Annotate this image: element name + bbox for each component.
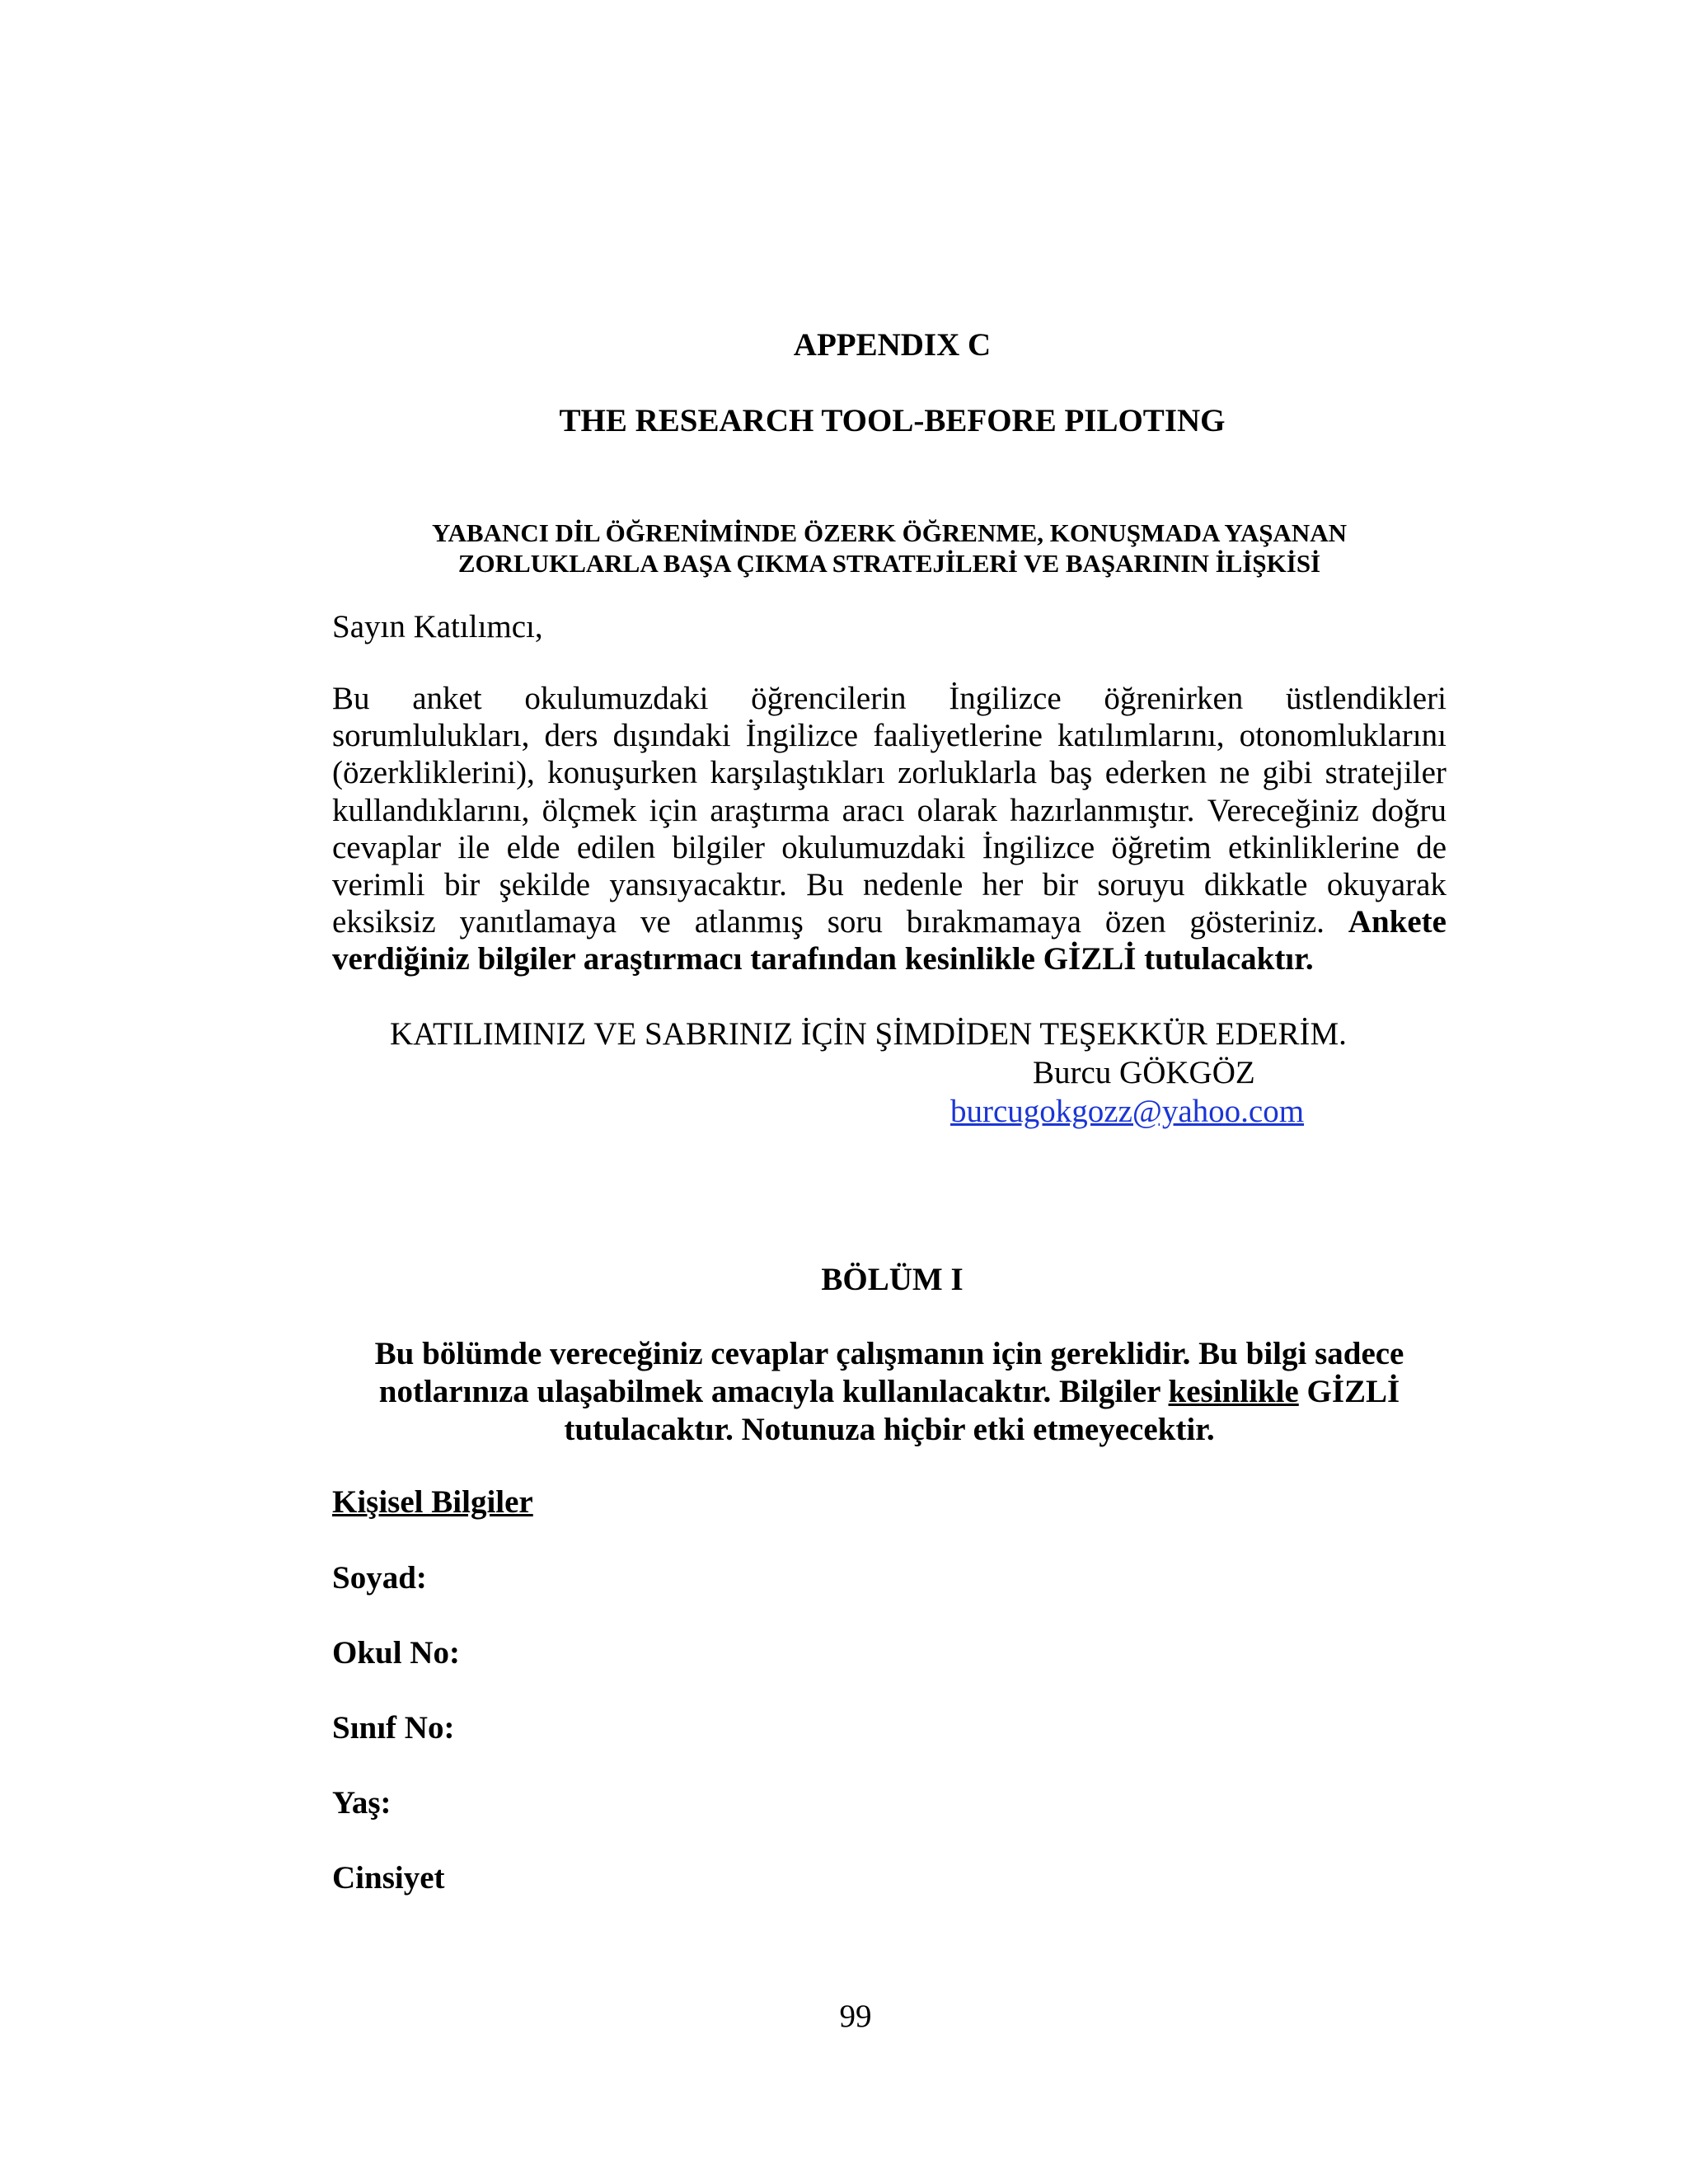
paragraph-word: İngilizce: [982, 829, 1095, 865]
paragraph-word: öğrenirken: [1104, 681, 1244, 716]
paragraph-word: eksiksiz: [332, 904, 436, 940]
paragraph-word: nedenle: [863, 867, 964, 903]
paragraph-word: bir: [443, 867, 481, 903]
appendix-heading: APPENDIX C: [793, 327, 992, 363]
paragraph-word: edilen: [576, 829, 656, 865]
paragraph-word: için: [649, 792, 698, 828]
paragraph-word: bir: [1042, 867, 1079, 903]
paragraph-word: (özerkliklerini),: [332, 755, 535, 791]
paragraph-word: anket: [412, 681, 482, 716]
paragraph-word: karşılaştıkları: [710, 755, 885, 791]
paragraph-word: yansıyacaktır.: [609, 867, 787, 903]
paragraph-line-3: [332, 754, 1447, 791]
paragraph-word: İngilizce: [745, 718, 859, 754]
paragraph-word: okuyarak: [1326, 867, 1447, 903]
paragraph-word: şekilde: [499, 867, 591, 903]
thanks-note: KATILIMINIZ VE SABRINIZ İÇİN ŞİMDİDEN TEŞEKKÜR EDERİM.: [390, 1016, 1347, 1052]
paragraph-word: Bu: [332, 681, 370, 716]
paragraph-line-4: [332, 792, 1447, 829]
paragraph-word: soruyu: [1097, 867, 1185, 903]
survey-title-line-1: YABANCI DİL ÖĞRENİMİNDE ÖZERK ÖĞRENME, KONUŞMADA YAŞANAN: [431, 518, 1348, 547]
paragraph-word: yanıtlamaya: [459, 904, 617, 940]
surname-label: Soyad:: [332, 1560, 427, 1596]
paragraph-word: cevaplar: [332, 829, 442, 865]
paragraph-word: öğretim: [1111, 829, 1212, 865]
paragraph-word: hazırlanmıştır.: [1010, 792, 1195, 828]
paragraph-word: özen: [1104, 904, 1166, 940]
paragraph-line-5: [332, 829, 1447, 866]
paragraph-word: dışındaki: [612, 718, 731, 754]
tool-heading: THE RESEARCH TOOL-BEFORE PILOTING: [559, 403, 1226, 438]
paragraph-word: soru: [827, 904, 883, 940]
paragraph-word: her: [982, 867, 1024, 903]
paragraph-word: ne: [1219, 755, 1250, 791]
paragraph-word: sorumlulukları,: [332, 718, 530, 754]
notice-line-3: tutulacaktır. Notunuza hiçbir etki etmeyecektir.: [564, 1412, 1215, 1447]
paragraph-word: araştırma: [710, 792, 830, 828]
paragraph-word: kullandıklarını,: [332, 792, 530, 828]
paragraph-word: aracı: [842, 792, 905, 828]
paragraph-word: bilgiler: [672, 829, 766, 865]
paragraph-word: etkinliklerine: [1227, 829, 1400, 865]
paragraph-word: üstlendikleri: [1285, 681, 1447, 716]
paragraph-line-6: [332, 866, 1447, 903]
paragraph-word: faaliyetlerine: [873, 718, 1043, 754]
paragraph-word: ederken: [1104, 755, 1207, 791]
notice-line-1: Bu bölümde vereceğiniz cevaplar çalışmanın için gereklidir. Bu bilgi sadece: [374, 1336, 1404, 1371]
survey-title-line-2: ZORLUKLARLA BAŞA ÇIKMA STRATEJİLERİ VE BAŞARININ İLİŞKİSİ: [457, 549, 1321, 578]
paragraph-line-1: [332, 680, 1447, 717]
section-notice: [332, 1335, 1447, 1449]
paragraph-line-7: [332, 903, 1447, 940]
confidential-statement: verdiğiniz bilgiler araştırmacı tarafından kesinlikle GİZLİ tutulacaktır.: [332, 941, 1314, 977]
author-email-link[interactable]: burcugokgozz@yahoo.com: [950, 1094, 1305, 1129]
paragraph-word: okulumuzdaki: [524, 681, 709, 716]
paragraph-word: verimli: [332, 867, 425, 903]
paragraph-word: doğru: [1371, 792, 1447, 828]
paragraph-word: konuşurken: [547, 755, 698, 791]
paragraph-word: öğrencilerin: [751, 681, 907, 716]
age-label: Yaş:: [332, 1785, 392, 1821]
school-number-label: Okul No:: [332, 1635, 460, 1671]
paragraph-bold-word: Ankete: [1348, 904, 1447, 940]
paragraph-word: gibi: [1262, 755, 1313, 791]
intro-paragraph: [332, 680, 1447, 978]
notice-line-2: [332, 1373, 1447, 1411]
paragraph-word: ders: [544, 718, 598, 754]
paragraph-word: dikkatle: [1203, 867, 1308, 903]
notice-line-2-start: notlarınıza ulaşabilmek amacıyla kullanılacaktır. Bilgiler: [378, 1374, 1169, 1409]
paragraph-word: ölçmek: [542, 792, 637, 828]
paragraph-word: ile: [457, 829, 490, 865]
salutation: Sayın Katılımcı,: [332, 609, 543, 644]
notice-underlined-word: kesinlikle: [1168, 1374, 1299, 1409]
paragraph-word: Bu: [806, 867, 844, 903]
paragraph-word: zorluklarla: [898, 755, 1038, 791]
paragraph-line-8: [332, 940, 1447, 977]
paragraph-word: stratejiler: [1325, 755, 1447, 791]
paragraph-word: okulumuzdaki: [781, 829, 966, 865]
survey-title: [332, 518, 1447, 579]
paragraph-word: otonomluklarını: [1239, 718, 1447, 754]
paragraph-word: atlanmış: [694, 904, 804, 940]
personal-info-heading: Kişisel Bilgiler: [332, 1484, 533, 1520]
notice-line-2-end: GİZLİ: [1298, 1374, 1400, 1409]
paragraph-word: olarak: [917, 792, 998, 828]
paragraph-word: elde: [506, 829, 560, 865]
gender-label: Cinsiyet: [332, 1860, 445, 1896]
author-name: Burcu GÖKGÖZ: [1033, 1055, 1255, 1090]
paragraph-word: baş: [1049, 755, 1093, 791]
paragraph-word: İngilizce: [949, 681, 1062, 716]
paragraph-word: de: [1416, 829, 1447, 865]
class-number-label: Sınıf No:: [332, 1710, 455, 1746]
paragraph-word: gösteriniz.: [1189, 904, 1325, 940]
section-heading: BÖLÜM I: [821, 1262, 964, 1297]
paragraph-line-2: [332, 717, 1447, 754]
paragraph-word: ve: [640, 904, 671, 940]
paragraph-word: katılımlarını,: [1057, 718, 1225, 754]
paragraph-word: Vereceğiniz: [1207, 792, 1359, 828]
paragraph-word: bırakmamaya: [906, 904, 1081, 940]
page-number: 99: [839, 1999, 872, 2034]
